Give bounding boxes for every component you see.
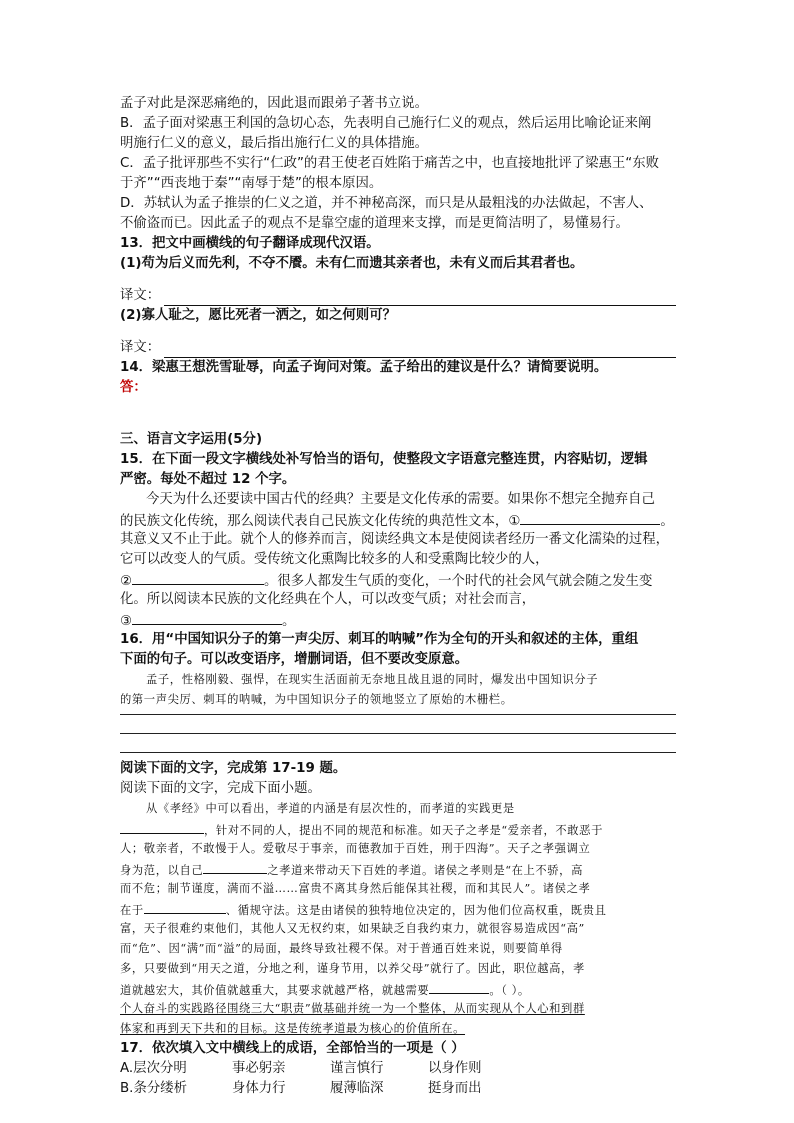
translation-blank[interactable] [164,291,676,306]
reading-underlined-line: 个人奋斗的实践路径围绕三大“职责”做基础并统一为一个整体，从而实现从个人心和到群 [120,1002,585,1015]
translation-label: 译文： [120,340,161,355]
q17-option-b[interactable]: B.条分缕析 身体力行 履薄临深 挺身而出 [120,1081,482,1096]
reading-line: 而“危”、因“满”而“溢”的局面，最终导致社稷不保。对于普通百姓来说，则要简单得 [120,942,563,955]
reading-line: 在于 、循规守法。这是由诸侯的独特地位决定的，因为他们位高权重，既贵且 [120,899,676,919]
q17-option-a[interactable]: A.层次分明 事必躬亲 谨言慎行 以身作则 [120,1061,482,1076]
q15-para-line: 的民族文化传统，那么阅读代表自己民族文化传统的典范性文本，① 。 [120,510,676,530]
q16-text-line: 孟子，性格刚毅、强悍，在现实生活面前无奈地且战且退的同时，爆发出中国知识分子 [146,673,599,686]
reading-line: ，针对不同的人，提出不同的规范和标准。如天子之孝是“爱亲者，不敢恶于 [120,819,676,839]
q17-title: 17．依次填入文中横线上的成语，全部恰当的一项是（ ） [120,1041,465,1056]
q15-para-line: ② 。很多人都发生气质的变化，一个时代的社会风气就会随之发生变 [120,570,676,590]
text-line: 于齐”“西丧地于秦”“南辱于楚”的根本原因。 [120,176,383,191]
reading-intro-1: 阅读下面的文字，完成第 17-19 题。 [120,761,347,776]
q14-title: 14．梁惠王想洗雪耻辱，向孟子询问对策。孟子给出的建议是什么？请简要说明。 [120,360,608,375]
reading-line: 身为范，以自己 之孝道来带动天下百姓的孝道。诸侯之孝则是“在上不骄，高 [120,859,676,879]
q15-para-line: 其意义又不止于此。就个人的修养而言，阅读经典文本是使阅读者经历一番文化濡染的过程， [120,532,670,547]
blank-3[interactable] [132,610,282,625]
q15-para-line: 化。所以阅读本民族的文化经典在个人，可以改变气质；对社会而言， [120,592,536,607]
q16-text-line: 的第一声尖厉、刺耳的呐喊，为中国知识分子的领地竖立了原始的木栅栏。 [120,693,513,706]
blank-d[interactable] [429,979,489,994]
reading-line: 道就越宏大，其价值就越重大，其要求就越严格，就越需要 。（ ）。 [120,979,676,999]
reading-intro-2: 阅读下面的文字，完成下面小题。 [120,781,321,796]
q14-answer-label: 答： [120,380,147,395]
q16-title-2: 下面的句子。可以改变语序，增删词语，但不要改变原意。 [120,652,469,667]
q13-translation-1[interactable] [120,286,676,306]
q13-title: 13．把文中画横线的句子翻译成现代汉语。 [120,236,380,251]
q16-title-1: 16．用“中国知识分子的第一声尖厉、刺耳的呐喊”作为全句的开头和叙述的主体，重组 [120,632,639,647]
section3-title: 三、语言文字运用(5分) [120,432,263,447]
blank-1[interactable] [520,510,660,525]
blank-a[interactable] [120,819,204,834]
q13-sentence-2: (2)寡人耻之，愿比死者一洒之，如之何则可？ [120,308,396,323]
q15-para-line: ③ 。 [120,610,676,630]
reading-line: 人；敬亲者，不敢慢于人。爱敬尽于事亲，而德教加于百姓，刑于四海”。天子之孝强调立 [120,842,591,855]
text-line: 明施行仁义的意义，最后指出施行仁义的具体措施。 [120,136,428,151]
option-c-line: C．孟子批评那些不实行“仁政”的君王使老百姓陷于痛苦之中，也直接地批评了梁惠王“东败 [120,156,660,171]
q15-title-1: 15．在下面一段文字横线处补写恰当的语句，使整段文字语意完整连贯，内容贴切，逻辑 [120,452,648,467]
reading-line: 而不危；制节谨度，满而不溢……富贵不离其身然后能保其社稷，而和其民人”。诸侯之孝 [120,882,591,895]
q13-translation-2[interactable] [120,338,676,358]
translation-blank[interactable] [164,343,676,358]
q15-para-line: 今天为什么还要读中国古代的经典？主要是文化传承的需要。如果你不想完全抛弃自己 [146,492,655,507]
option-d-line: D．苏轼认为孟子推崇的仁义之道，并不神秘高深，而只是从最粗浅的办法做起，不害人、 [120,196,653,211]
q15-para-line: 它可以改变人的气质。受传统文化熏陶比较多的人和受熏陶比较少的人， [120,552,549,567]
option-b-line: B．孟子面对梁惠王利国的急切心态，先表明自己施行仁义的观点，然后运用比喻论证来阐 [120,116,652,131]
blank-c[interactable] [144,899,226,914]
content-column [120,94,676,1099]
text-line: 孟子对此是深恶痛绝的，因此退而跟弟子著书立说。 [120,96,428,111]
q15-title-2: 严密。每处不超过 12 个字。 [120,472,296,487]
reading-line: 富，天子很难约束他们，其他人又无权约束，如果缺乏自我约束力，就很容易造成因“高” [120,922,585,935]
blank-b[interactable] [203,859,267,874]
reading-line: 从《孝经》中可以看出，孝道的内涵是有层次性的，而孝道的实践更是 [146,802,515,815]
text-line: 不偷盗而已。因此孟子的观点不是靠空虚的道理来支撑，而是更简洁明了，易懂易行。 [120,216,629,231]
blank-2[interactable] [132,570,264,585]
reading-underlined-line: 体家和再到天下共和的目标。这是传统孝道最为核心的价值所在。 [120,1022,466,1035]
q13-sentence-1: (1)苟为后义而先利，不夺不餍。未有仁而遗其亲者也，未有义而后其君者也。 [120,256,584,271]
reading-line: 多，只要做到“用天之道，分地之利，谨身节用，以养父母”就行了。因此，职位越高，孝 [120,962,585,975]
translation-label: 译文： [120,288,161,303]
